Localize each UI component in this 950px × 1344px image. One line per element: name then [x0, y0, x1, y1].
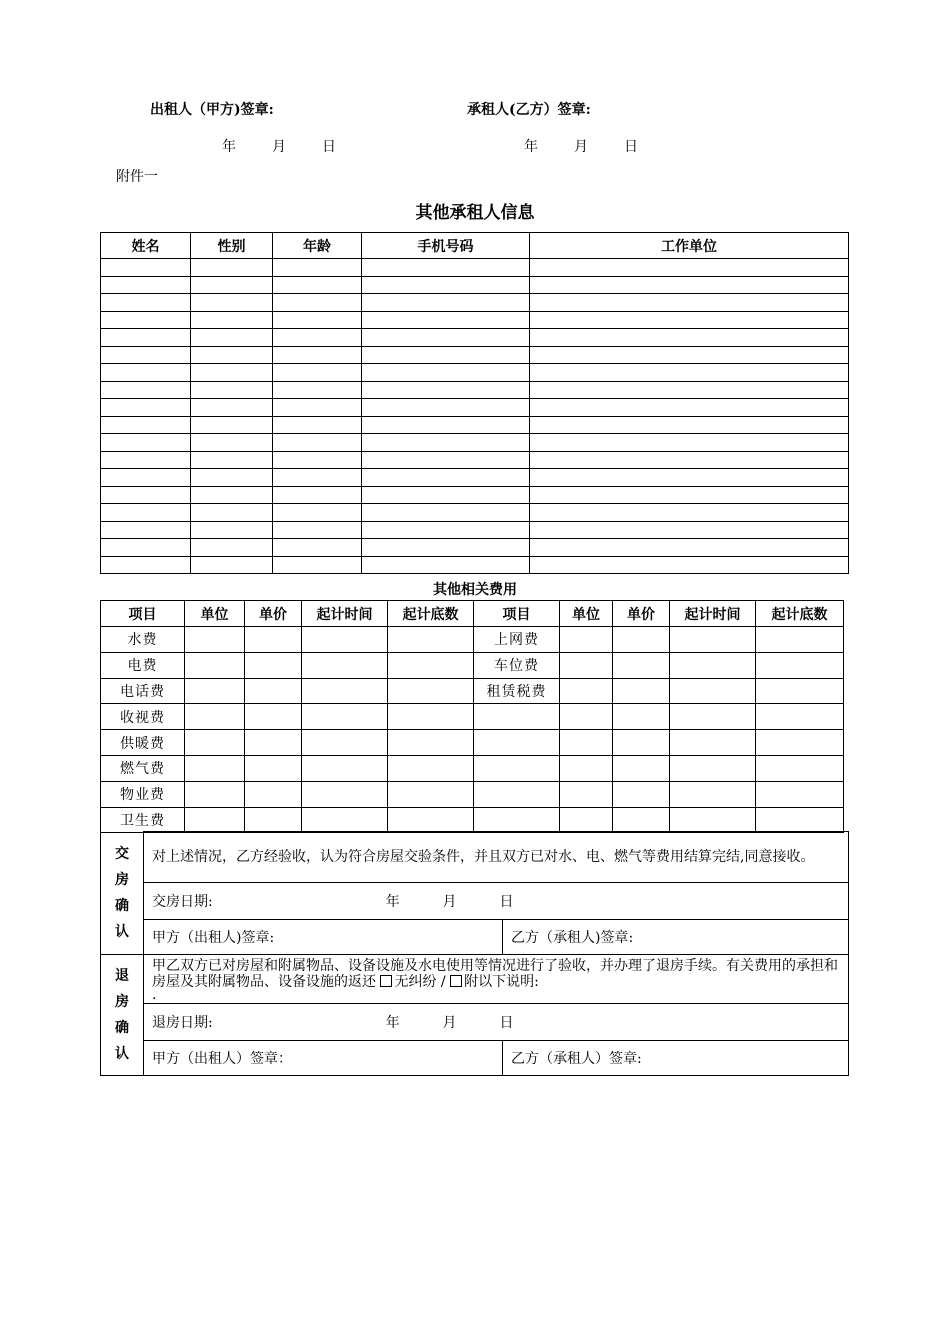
trailing-mark: . — [152, 987, 157, 1003]
lessee-signature-label: 承租人(乙方）签章: — [467, 102, 591, 118]
tenant-phone-cell[interactable] — [362, 259, 530, 277]
checkout-sign-row — [101, 1041, 849, 1076]
handover-side-char: 认 — [115, 923, 129, 940]
tenant-name-cell[interactable] — [101, 259, 191, 277]
tenant-row — [101, 329, 849, 347]
tenant-age-cell[interactable] — [273, 556, 362, 574]
fee-item-left: 电话费 — [101, 678, 185, 704]
tenant-row — [101, 416, 849, 434]
fee-header-start-reading-left: 起计底数 — [388, 601, 474, 627]
fee-row — [101, 807, 844, 833]
tenant-name-cell[interactable] — [101, 329, 191, 347]
tenant-employer-cell[interactable] — [530, 346, 849, 364]
fee-unit-left[interactable] — [185, 652, 245, 678]
tenants-header-row — [101, 233, 849, 259]
attachment-label: 附件一 — [116, 169, 158, 185]
tenant-age-cell[interactable] — [273, 364, 362, 382]
tenant-gender-cell[interactable] — [191, 364, 273, 382]
fee-unit-left[interactable] — [185, 807, 245, 833]
fee-start-reading-left[interactable] — [388, 807, 474, 833]
fee-start-time-right[interactable] — [670, 807, 756, 833]
tenant-row — [101, 451, 849, 469]
checkout-party-a-sign: 甲方（出租人）签章： — [144, 1041, 503, 1076]
fee-start-reading-right[interactable] — [756, 730, 844, 756]
fee-start-reading-right[interactable] — [756, 781, 844, 807]
header-phone: 手机号码 — [362, 233, 530, 259]
tenant-gender-cell[interactable] — [191, 521, 273, 539]
tenant-gender-cell[interactable] — [191, 346, 273, 364]
tenant-employer-cell[interactable] — [530, 399, 849, 417]
fee-price-right[interactable] — [613, 704, 670, 730]
tenant-employer-cell[interactable] — [530, 381, 849, 399]
tenant-gender-cell[interactable] — [191, 556, 273, 574]
tenant-phone-cell[interactable] — [362, 329, 530, 347]
tenant-row — [101, 346, 849, 364]
checkout-date-label: 退房日期: — [152, 1015, 213, 1031]
fee-price-right[interactable] — [613, 627, 670, 653]
fee-row — [101, 781, 844, 807]
fee-row — [101, 755, 844, 781]
tenant-phone-cell[interactable] — [362, 346, 530, 364]
fee-price-left[interactable] — [245, 704, 302, 730]
fee-price-left[interactable] — [245, 730, 302, 756]
fee-start-reading-left[interactable] — [388, 730, 474, 756]
fee-header-unit-left: 单位 — [185, 601, 245, 627]
checkout-year: 年 — [385, 1015, 400, 1031]
tenant-row — [101, 556, 849, 574]
tenant-name-cell[interactable] — [101, 276, 191, 294]
fee-header-start-time-left: 起计时间 — [302, 601, 388, 627]
fee-header-price-left: 单价 — [245, 601, 302, 627]
fee-item-left: 卫生费 — [101, 807, 185, 833]
fee-item-right: 车位费 — [474, 652, 560, 678]
fee-unit-left[interactable] — [185, 781, 245, 807]
tenant-age-cell[interactable] — [273, 381, 362, 399]
fee-header-price-right: 单价 — [613, 601, 670, 627]
fee-row — [101, 730, 844, 756]
tenant-gender-cell[interactable] — [191, 469, 273, 487]
fee-item-left: 电费 — [101, 652, 185, 678]
checkout-side-label — [101, 955, 144, 1076]
handover-statement: 对上述情况，乙方经验收，认为符合房屋交验条件，并且双方已对水、电、燃气等费用结算完结,同意接收。 — [144, 832, 849, 883]
lessee-date-day: 日 — [624, 139, 638, 155]
checkout-side-char: 确 — [115, 1020, 129, 1036]
tenant-age-cell[interactable] — [273, 294, 362, 312]
tenant-age-cell[interactable] — [273, 276, 362, 294]
tenant-row — [101, 469, 849, 487]
tenant-phone-cell[interactable] — [362, 434, 530, 452]
tenant-employer-cell[interactable] — [530, 486, 849, 504]
tenant-row — [101, 399, 849, 417]
lessor-date-year: 年 — [222, 139, 236, 155]
tenant-phone-cell[interactable] — [362, 539, 530, 557]
lessor-date-day: 日 — [322, 139, 336, 155]
tenant-row — [101, 276, 849, 294]
checkout-date-cell — [144, 1004, 849, 1041]
tenant-row — [101, 434, 849, 452]
fee-item-right[interactable] — [474, 704, 560, 730]
fee-item-left: 供暖费 — [101, 730, 185, 756]
tenant-name-cell[interactable] — [101, 416, 191, 434]
tenant-phone-cell[interactable] — [362, 399, 530, 417]
fee-header-unit-right: 单位 — [560, 601, 613, 627]
tenant-phone-cell[interactable] — [362, 294, 530, 312]
fee-start-reading-left[interactable] — [388, 652, 474, 678]
tenant-phone-cell[interactable] — [362, 311, 530, 329]
handover-date-row — [101, 883, 849, 920]
fee-row — [101, 678, 844, 704]
tenant-name-cell[interactable] — [101, 364, 191, 382]
fees-title: 其他相关费用 — [433, 582, 517, 598]
checkout-statement: 甲乙双方已对房屋和附属物品、设备设施及水电使用等情况进行了验收，并办理了退房手续。有关费用的承担和房屋及其附属物品、设备设施的返还 — [152, 958, 838, 990]
fee-start-reading-right[interactable] — [756, 755, 844, 781]
lessee-date-year: 年 — [524, 139, 538, 155]
tenant-gender-cell[interactable] — [191, 311, 273, 329]
tenant-phone-cell[interactable] — [362, 276, 530, 294]
checkout-date-row — [101, 1004, 849, 1041]
handover-side-char: 交 — [115, 845, 129, 862]
fee-price-right[interactable] — [613, 755, 670, 781]
fee-header-start-time-right: 起计时间 — [670, 601, 756, 627]
fee-item-right: 租赁税费 — [474, 678, 560, 704]
tenant-gender-cell[interactable] — [191, 399, 273, 417]
fee-header-item-right: 项目 — [474, 601, 560, 627]
fee-start-time-right[interactable] — [670, 627, 756, 653]
fee-start-time-left[interactable] — [302, 730, 388, 756]
tenant-gender-cell[interactable] — [191, 434, 273, 452]
fee-start-reading-right[interactable] — [756, 704, 844, 730]
tenant-employer-cell[interactable] — [530, 539, 849, 557]
tenants-title: 其他承租人信息 — [415, 203, 535, 223]
checkout-day: 日 — [499, 1015, 514, 1031]
lessor-date-month: 月 — [272, 139, 286, 155]
tenant-row — [101, 521, 849, 539]
fees-table — [100, 600, 844, 833]
no-dispute-checkbox[interactable] — [380, 975, 392, 987]
tenant-phone-cell[interactable] — [362, 381, 530, 399]
handover-statement-row — [101, 832, 849, 883]
header-gender: 性别 — [191, 233, 273, 259]
tenant-employer-cell[interactable] — [530, 521, 849, 539]
fee-row — [101, 652, 844, 678]
tenant-name-cell[interactable] — [101, 399, 191, 417]
fee-start-reading-left[interactable] — [388, 755, 474, 781]
fee-start-time-left[interactable] — [302, 678, 388, 704]
tenant-row — [101, 539, 849, 557]
tenant-gender-cell[interactable] — [191, 486, 273, 504]
tenant-row — [101, 294, 849, 312]
tenant-name-cell[interactable] — [101, 556, 191, 574]
header-employer: 工作单位 — [530, 233, 849, 259]
tenant-name-cell[interactable] — [101, 381, 191, 399]
checkout-statement-cell — [144, 955, 849, 1004]
tenant-name-cell[interactable] — [101, 539, 191, 557]
tenant-name-cell[interactable] — [101, 521, 191, 539]
fee-item-left: 收视费 — [101, 704, 185, 730]
tenant-gender-cell[interactable] — [191, 416, 273, 434]
fee-start-time-left[interactable] — [302, 704, 388, 730]
handover-side-char: 房 — [115, 871, 129, 888]
tenant-employer-cell[interactable] — [530, 504, 849, 522]
fee-price-left[interactable] — [245, 755, 302, 781]
fee-unit-left[interactable] — [185, 627, 245, 653]
tenant-row — [101, 504, 849, 522]
lessee-date-month: 月 — [574, 139, 588, 155]
tenant-age-cell[interactable] — [273, 451, 362, 469]
checkout-side-char: 房 — [115, 994, 129, 1010]
tenant-phone-cell[interactable] — [362, 451, 530, 469]
fee-price-left[interactable] — [245, 627, 302, 653]
tenant-employer-cell[interactable] — [530, 329, 849, 347]
fee-unit-left[interactable] — [185, 678, 245, 704]
tenant-row — [101, 381, 849, 399]
fee-price-right[interactable] — [613, 678, 670, 704]
tenants-table — [100, 232, 849, 574]
tenant-name-cell[interactable] — [101, 311, 191, 329]
fee-start-time-right[interactable] — [670, 755, 756, 781]
tenant-employer-cell[interactable] — [530, 311, 849, 329]
tenant-employer-cell[interactable] — [530, 294, 849, 312]
tenant-employer-cell[interactable] — [530, 416, 849, 434]
tenant-name-cell[interactable] — [101, 469, 191, 487]
tenant-name-cell[interactable] — [101, 486, 191, 504]
fee-item-left: 物业费 — [101, 781, 185, 807]
tenant-name-cell[interactable] — [101, 504, 191, 522]
tenant-employer-cell[interactable] — [530, 364, 849, 382]
fee-unit-right[interactable] — [560, 652, 613, 678]
tenant-phone-cell[interactable] — [362, 521, 530, 539]
header-age: 年龄 — [273, 233, 362, 259]
tenant-phone-cell[interactable] — [362, 486, 530, 504]
fee-start-reading-right[interactable] — [756, 627, 844, 653]
fee-start-time-right[interactable] — [670, 730, 756, 756]
checkout-month: 月 — [442, 1015, 457, 1031]
fee-price-right[interactable] — [613, 781, 670, 807]
handover-side-label — [101, 832, 144, 955]
tenant-gender-cell[interactable] — [191, 381, 273, 399]
fee-start-time-right[interactable] — [670, 704, 756, 730]
tenant-name-cell[interactable] — [101, 451, 191, 469]
fee-price-left[interactable] — [245, 807, 302, 833]
fee-unit-right[interactable] — [560, 781, 613, 807]
tenant-age-cell[interactable] — [273, 311, 362, 329]
fee-item-right[interactable] — [474, 781, 560, 807]
option-separator: / — [440, 974, 446, 990]
handover-date-label: 交房日期: — [152, 894, 213, 910]
tenant-age-cell[interactable] — [273, 399, 362, 417]
fee-start-reading-right[interactable] — [756, 652, 844, 678]
fee-item-left: 燃气费 — [101, 755, 185, 781]
tenant-gender-cell[interactable] — [191, 504, 273, 522]
fee-price-right[interactable] — [613, 807, 670, 833]
tenant-employer-cell[interactable] — [530, 434, 849, 452]
fee-unit-right[interactable] — [560, 730, 613, 756]
tenant-age-cell[interactable] — [273, 329, 362, 347]
fee-unit-right[interactable] — [560, 807, 613, 833]
fee-start-time-left[interactable] — [302, 627, 388, 653]
fee-start-reading-left[interactable] — [388, 678, 474, 704]
tenant-age-cell[interactable] — [273, 539, 362, 557]
handover-party-a-sign: 甲方（出租人)签章: — [144, 920, 503, 955]
handover-side-char: 确 — [115, 897, 129, 914]
fee-start-time-left[interactable] — [302, 781, 388, 807]
fee-start-reading-left[interactable] — [388, 627, 474, 653]
tenant-phone-cell[interactable] — [362, 364, 530, 382]
tenant-gender-cell[interactable] — [191, 259, 273, 277]
tenant-age-cell[interactable] — [273, 469, 362, 487]
fee-start-time-left[interactable] — [302, 807, 388, 833]
handover-day: 日 — [499, 894, 514, 910]
tenant-name-cell[interactable] — [101, 294, 191, 312]
handover-date-cell — [144, 883, 849, 920]
tenant-row — [101, 311, 849, 329]
fee-unit-right[interactable] — [560, 755, 613, 781]
lessor-signature-label: 出租人（甲方)签章: — [150, 102, 274, 118]
header-name: 姓名 — [101, 233, 191, 259]
handover-month: 月 — [442, 894, 457, 910]
fee-price-right[interactable] — [613, 730, 670, 756]
fee-price-right[interactable] — [613, 652, 670, 678]
fee-item-right: 上网费 — [474, 627, 560, 653]
tenant-row — [101, 486, 849, 504]
fee-start-time-right[interactable] — [670, 781, 756, 807]
fee-start-reading-right[interactable] — [756, 678, 844, 704]
checkout-side-char: 认 — [115, 1046, 129, 1062]
checkout-party-b-sign: 乙方（承租人）签章: — [503, 1041, 849, 1076]
explain-label: 附以下说明: — [464, 974, 539, 990]
fee-price-left[interactable] — [245, 678, 302, 704]
tenant-age-cell[interactable] — [273, 486, 362, 504]
fee-start-time-right[interactable] — [670, 678, 756, 704]
fee-item-right[interactable] — [474, 730, 560, 756]
fee-start-reading-left[interactable] — [388, 781, 474, 807]
confirmation-table — [100, 831, 849, 1076]
tenant-name-cell[interactable] — [101, 346, 191, 364]
fee-unit-left[interactable] — [185, 704, 245, 730]
tenant-employer-cell[interactable] — [530, 451, 849, 469]
fee-item-right[interactable] — [474, 807, 560, 833]
tenant-age-cell[interactable] — [273, 259, 362, 277]
tenant-gender-cell[interactable] — [191, 329, 273, 347]
explain-checkbox[interactable] — [450, 975, 462, 987]
fee-start-time-right[interactable] — [670, 652, 756, 678]
tenant-gender-cell[interactable] — [191, 294, 273, 312]
fee-start-time-left[interactable] — [302, 755, 388, 781]
fee-unit-right[interactable] — [560, 704, 613, 730]
tenant-gender-cell[interactable] — [191, 451, 273, 469]
handover-sign-row — [101, 920, 849, 955]
fee-start-reading-right[interactable] — [756, 807, 844, 833]
tenant-phone-cell[interactable] — [362, 416, 530, 434]
fee-header-start-reading-right: 起计底数 — [756, 601, 844, 627]
fee-header-item-left: 项目 — [101, 601, 185, 627]
tenant-age-cell[interactable] — [273, 504, 362, 522]
tenant-row — [101, 364, 849, 382]
fee-unit-right[interactable] — [560, 678, 613, 704]
tenant-name-cell[interactable] — [101, 434, 191, 452]
fee-row — [101, 627, 844, 653]
tenant-phone-cell[interactable] — [362, 469, 530, 487]
fee-start-time-left[interactable] — [302, 652, 388, 678]
tenant-gender-cell[interactable] — [191, 276, 273, 294]
fee-price-left[interactable] — [245, 781, 302, 807]
tenant-age-cell[interactable] — [273, 434, 362, 452]
fee-item-left: 水费 — [101, 627, 185, 653]
fee-unit-left[interactable] — [185, 730, 245, 756]
fee-start-reading-left[interactable] — [388, 704, 474, 730]
tenant-employer-cell[interactable] — [530, 469, 849, 487]
fee-item-right[interactable] — [474, 755, 560, 781]
fee-price-left[interactable] — [245, 652, 302, 678]
tenant-row — [101, 259, 849, 277]
no-dispute-label: 无纠纷 — [394, 974, 437, 990]
tenant-age-cell[interactable] — [273, 521, 362, 539]
handover-party-b-sign: 乙方（承租人)签章: — [503, 920, 849, 955]
checkout-statement-row — [101, 955, 849, 1004]
fee-unit-right[interactable] — [560, 627, 613, 653]
tenant-employer-cell[interactable] — [530, 259, 849, 277]
checkout-side-char: 退 — [115, 968, 129, 984]
fee-unit-left[interactable] — [185, 755, 245, 781]
tenant-employer-cell[interactable] — [530, 556, 849, 574]
tenant-age-cell[interactable] — [273, 346, 362, 364]
tenant-phone-cell[interactable] — [362, 556, 530, 574]
fees-header-row — [101, 601, 844, 627]
fee-row — [101, 704, 844, 730]
handover-year: 年 — [385, 894, 400, 910]
tenant-gender-cell[interactable] — [191, 539, 273, 557]
tenant-phone-cell[interactable] — [362, 504, 530, 522]
tenant-employer-cell[interactable] — [530, 276, 849, 294]
tenant-age-cell[interactable] — [273, 416, 362, 434]
